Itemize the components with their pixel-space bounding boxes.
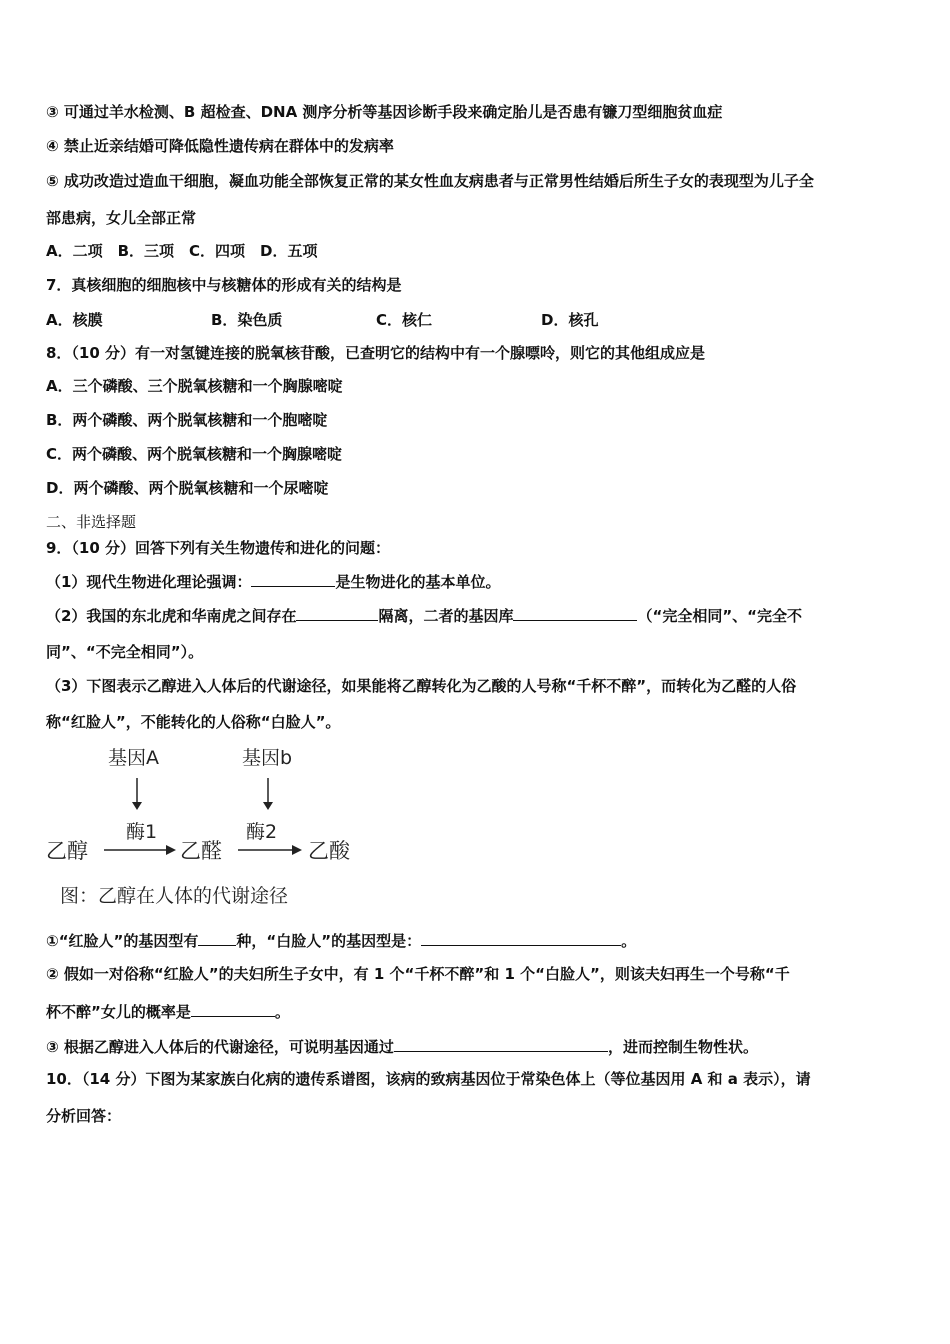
q9-part1-text-a: （1）现代生物进化理论强调： — [46, 573, 252, 591]
answer-blank-white-face-genotype[interactable] — [421, 930, 621, 946]
q9-part2-text-a: （2）我国的东北虎和华南虎之间存在 — [46, 607, 297, 625]
q8-option-b: B．两个磷酸、两个脱氧核糖和一个胞嘧啶 — [46, 411, 328, 429]
q9-sub3-text-a: ③ 根据乙醇进入人体后的代谢途径，可说明基因通过 — [46, 1038, 394, 1056]
q10-stem-line1: 10．（14 分）下图为某家族白化病的遗传系谱图，该病的致病基因位于常染色体上（等位基因用 A 和 a 表示），请 — [46, 1070, 811, 1088]
gene-b-arrowhead — [263, 802, 273, 810]
answer-blank-gene-pool[interactable] — [513, 605, 637, 621]
q9-sub2-line1: ② 假如一对俗称“红脸人”的夫妇所生子女中，有 1 个“千杯不醉”和 1 个“白脸人”，则该夫妇再生一个号称“千 — [46, 965, 790, 983]
q9-stem: 9．（10 分）回答下列有关生物遗传和进化的问题： — [46, 539, 391, 557]
q9-part2-line1 — [46, 605, 802, 626]
acetic-acid-label: 乙酸 — [308, 839, 350, 863]
q6-item-3: ③ 可通过羊水检测、B 超检查、DNA 测序分析等基因诊断手段来确定胎儿是否患有镰刀型细胞贫血症 — [46, 103, 723, 121]
q6-item-4: ④ 禁止近亲结婚可降低隐性遗传病在群体中的发病率 — [46, 137, 394, 155]
q7-stem: 7．真核细胞的细胞核中与核糖体的形成有关的结构是 — [46, 276, 402, 294]
q8-option-c: C．两个磷酸、两个脱氧核糖和一个胸腺嘧啶 — [46, 445, 343, 463]
enzyme-2-label: 酶2 — [246, 821, 278, 843]
ethanol-metabolism-diagram — [40, 738, 380, 918]
enzyme-1-label: 酶1 — [126, 821, 158, 843]
q9-sub2-text-c: 。 — [274, 1003, 290, 1021]
q9-part1-text-b: 是生物进化的基本单位。 — [335, 573, 501, 591]
q9-sub1-text-a: ①“红脸人”的基因型有 — [46, 932, 199, 950]
reaction-arrowhead-1 — [166, 845, 176, 855]
q7-option-b: B．染色质 — [211, 311, 283, 329]
q9-part2-line2: 同”、“不完全相同”）。 — [46, 643, 204, 661]
q8-option-d: D．两个磷酸、两个脱氧核糖和一个尿嘧啶 — [46, 479, 329, 497]
q9-sub2-line2 — [46, 1001, 290, 1022]
q9-part3-line2: 称“红脸人”，不能转化的人俗称“白脸人”。 — [46, 713, 341, 731]
section-title: 二、非选择题 — [46, 513, 137, 531]
q9-sub1-text-b: 种，“白脸人”的基因型是： — [236, 932, 422, 950]
q9-part1 — [46, 571, 500, 592]
gene-a-label: 基因A — [108, 747, 159, 769]
gene-b-label: 基因b — [242, 747, 293, 769]
q6-item-5-line2: 部患病，女儿全部正常 — [46, 209, 197, 227]
ethanol-label: 乙醇 — [46, 839, 88, 863]
diagram-caption: 图：乙醇在人体的代谢途径 — [60, 885, 289, 907]
q9-sub3 — [46, 1036, 758, 1057]
answer-blank-unit[interactable] — [251, 571, 335, 587]
q8-stem: 8．（10 分）有一对氢键连接的脱氧核苷酸，已查明它的结构中有一个腺嘌呤，则它的其他组成应是 — [46, 344, 706, 362]
acetaldehyde-label: 乙醛 — [180, 839, 222, 863]
q6-options: A．二项 B．三项 C．四项 D．五项 — [46, 242, 318, 260]
q9-part2-text-b: 隔离，二者的基因库 — [378, 607, 514, 625]
q8-option-a: A．三个磷酸、三个脱氧核糖和一个胸腺嘧啶 — [46, 377, 343, 395]
q7-option-a: A．核膜 — [46, 311, 103, 329]
answer-blank-gene-control[interactable] — [394, 1036, 608, 1052]
q6-item-5-line1: ⑤ 成功改造过造血干细胞，凝血功能全部恢复正常的某女性血友病患者与正常男性结婚后所生子女的表现型为儿子全 — [46, 172, 814, 190]
q9-sub2-text-b: 杯不醉”女儿的概率是 — [46, 1003, 191, 1021]
q7-option-c: C．核仁 — [376, 311, 433, 329]
q9-sub1 — [46, 930, 636, 951]
q9-sub3-text-b: ，进而控制生物性状。 — [607, 1038, 758, 1056]
q10-stem-line2: 分析回答： — [46, 1107, 122, 1125]
q9-part3-line1: （3）下图表示乙醇进入人体后的代谢途径，如果能将乙醇转化为乙酸的人号称“千杯不醉”，而转化为乙醛的人俗 — [46, 677, 797, 695]
q9-part2-text-c: （“完全相同”、“完全不 — [637, 607, 803, 625]
reaction-arrowhead-2 — [292, 845, 302, 855]
q9-sub1-text-c: 。 — [621, 932, 637, 950]
answer-blank-genotype-count[interactable] — [198, 930, 236, 946]
answer-blank-probability[interactable] — [191, 1001, 275, 1017]
gene-a-arrowhead — [132, 802, 142, 810]
answer-blank-isolation[interactable] — [296, 605, 378, 621]
q7-option-d: D．核孔 — [541, 311, 599, 329]
